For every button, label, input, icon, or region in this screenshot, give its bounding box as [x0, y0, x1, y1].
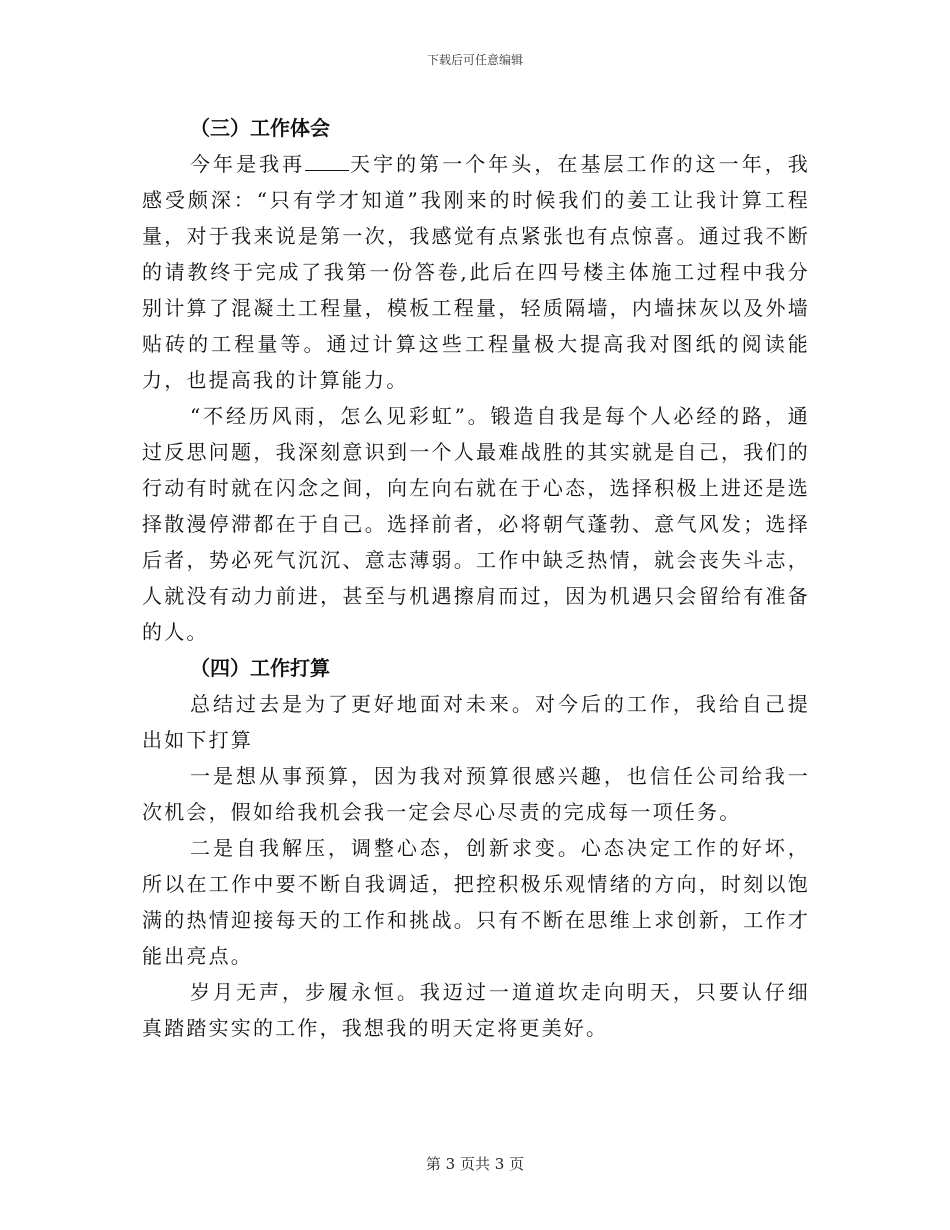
blank-underline — [305, 150, 349, 171]
paragraph-text: 天宇的第一个年头，在基层工作的这一年，我感受颇深：“只有学才知道”我刚来的时候我们的姜工让我计算工程量，对于我来说是第一次，我感觉有点紧张也有点惊喜。通过我不断的请教终于完成了我第一份答卷,此后在四号楼主体施工过程中我分别计算了混凝土工程量，模板工程量，轻质隔墙，内墙抹灰以及外墙贴砖的工程量等。通过计算这些工程量极大提高我对图纸的阅读能力，也提高我的计算能力。 — [142, 152, 811, 392]
section-heading-work-experience: （三）工作体会 — [190, 116, 330, 140]
paragraph-plan-intro: 总结过去是为了更好地面对未来。对今后的工作，我给自己提出如下打算 — [142, 692, 810, 752]
paragraph-plan-two: 二是自我解压，调整心态，创新求变。心态决定工作的好坏，所以在工作中要不断自我调适，把控积极乐观情绪的方向，时刻以饱满的热情迎接每天的工作和挑战。只有不断在思维上求创新，工作才能出亮点。 — [142, 836, 810, 968]
page-footer: 第 3 页共 3 页 — [425, 1155, 525, 1173]
paragraph-closing: 岁月无声，步履永恒。我迈过一道道坎走向明天，只要认仔细真踏踏实实的工作，我想我的明天定将更美好。 — [142, 980, 810, 1040]
section-heading-work-plan: （四）工作打算 — [190, 656, 330, 680]
document-body — [142, 110, 810, 1046]
paragraph-plan-one: 一是想从事预算，因为我对预算很感兴趣，也信任公司给我一次机会，假如给我机会我一定会尽心尽责的完成每一项任务。 — [142, 764, 810, 824]
paragraph-first-year — [142, 146, 810, 398]
paragraph-text: 今年是我再 — [190, 152, 306, 176]
paragraph-self-forging: “不经历风雨，怎么见彩虹”。锻造自我是每个人必经的路，通过反思问题，我深刻意识到一个人最难战胜的其实就是自己，我们的行动有时就在闪念之间，向左向右就在于心态，选择积极上进还是选择散漫停滞都在于自己。选择前者，必将朝气蓬勃、意气风发；选择后者，势必死气沉沉、意志薄弱。工作中缺乏热情，就会丧失斗志，人就没有动力前进，甚至与机遇擦肩而过，因为机遇只会留给有准备的人。 — [142, 404, 810, 644]
page-header: 下载后可任意编辑 — [426, 53, 523, 67]
